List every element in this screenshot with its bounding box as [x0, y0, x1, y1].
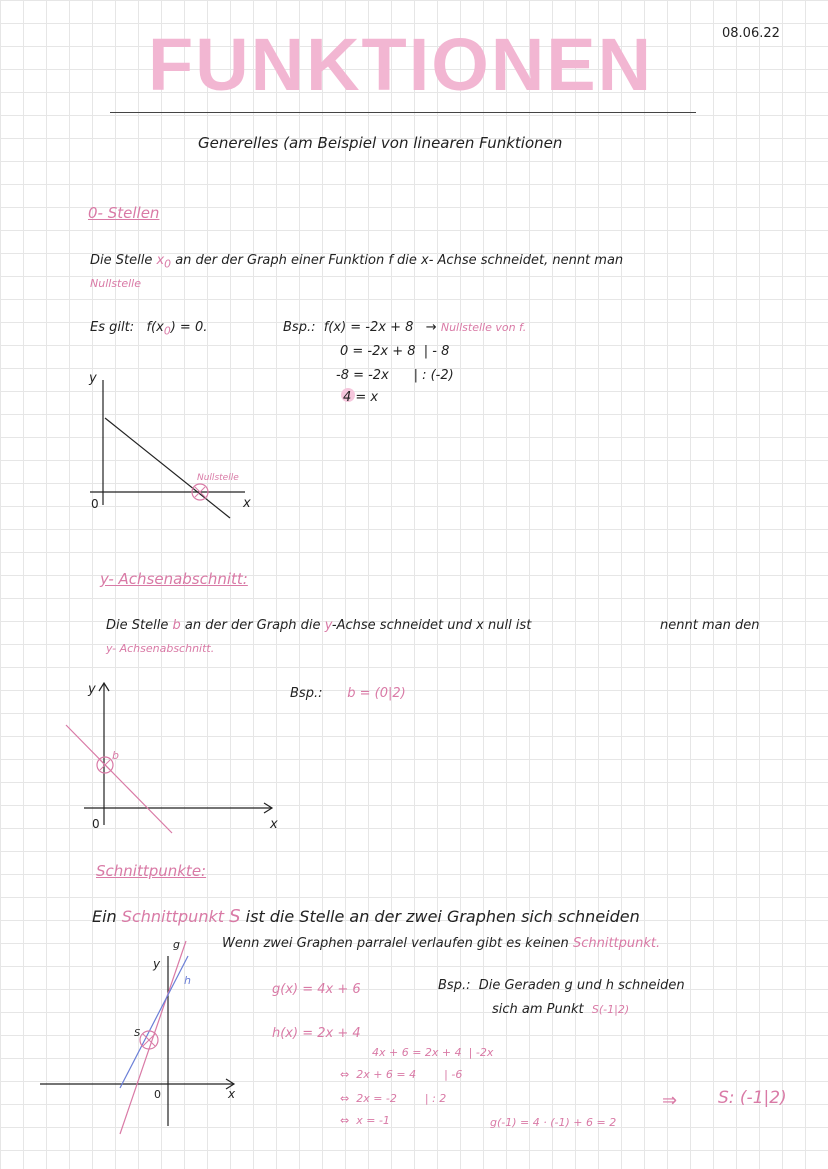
- rule-start: f(x: [146, 320, 164, 335]
- title-underline: [110, 112, 696, 113]
- x-label: x: [228, 1087, 236, 1101]
- y-label: y: [89, 371, 97, 386]
- s-symbol: S: [229, 906, 241, 927]
- schnittpunkt-example-line2: [492, 1002, 629, 1017]
- step-eq: 4 = x: [343, 390, 379, 405]
- example-text-1: Die Geraden g und h schneiden: [478, 978, 685, 993]
- x0-base: x: [156, 253, 165, 268]
- date: 08.06.22: [722, 26, 780, 41]
- step-eq: 2x + 6 = 4: [356, 1068, 417, 1081]
- b-annotation: b: [112, 749, 119, 762]
- step-op: | -6: [444, 1068, 463, 1081]
- origin-label: 0: [154, 1088, 161, 1101]
- rule-prefix: Es gilt:: [90, 320, 135, 335]
- page-title: FUNKTIONEN: [148, 23, 654, 106]
- example-arrow: →: [425, 320, 437, 335]
- section-heading-nullstellen: [88, 204, 159, 222]
- step-prefix: ⇔: [340, 1092, 350, 1105]
- schnittpunkt-graph: [38, 936, 248, 1136]
- function-line: [66, 725, 172, 833]
- schnittpunkt-definition: [92, 906, 640, 927]
- x-label: x: [243, 496, 251, 511]
- y-achse-definition: [106, 618, 531, 633]
- origin-label: 0: [91, 497, 99, 511]
- def-rest: ist die Stelle an der zwei Graphen sich schneiden: [245, 907, 640, 926]
- section-heading-schnittpunkte: [96, 862, 206, 880]
- rule-sub: 0: [163, 324, 171, 338]
- nullstelle-annotation: Nullstelle: [197, 473, 239, 483]
- example-value: b = (0|2): [347, 686, 406, 701]
- heading-text: 0- Stellen: [88, 204, 160, 222]
- example-label: Bsp.:: [283, 320, 316, 335]
- step-row: [336, 368, 454, 383]
- step-eq: 4x + 6 = 2x + 4: [372, 1046, 462, 1059]
- g-label: g: [173, 938, 180, 951]
- schnittpunkt-example: [438, 978, 685, 993]
- def-prefix: Die Stelle: [90, 253, 153, 268]
- def-end: nennt man den: [660, 618, 760, 633]
- section-heading-y-achse: [100, 570, 248, 588]
- step-eq: 0 = -2x + 8: [340, 344, 416, 359]
- heading-text: y- Achsenabschnitt:: [100, 570, 248, 588]
- result-arrow: ⇒: [662, 1090, 678, 1111]
- y-label: y: [88, 682, 96, 697]
- rule-end: ) = 0.: [170, 320, 208, 335]
- nullstellen-graph: [85, 370, 265, 520]
- s-label: S: [134, 1028, 141, 1039]
- x-label: x: [270, 817, 278, 832]
- example-label: Bsp.:: [290, 686, 323, 701]
- h-line: [120, 956, 188, 1088]
- subtitle: Generelles (am Beispiel von linearen Funktionen: [198, 134, 563, 152]
- nullstellen-example: [283, 320, 526, 335]
- step-eq: -8 = -2x: [336, 368, 389, 383]
- step-eq: 2x = -2: [356, 1092, 397, 1105]
- step-op: | : 2: [424, 1092, 447, 1105]
- def-rest: -Achse schneidet und x null ist: [331, 618, 532, 633]
- h-equation: h(x) = 2x + 4: [272, 1026, 361, 1041]
- step-prefix: ⇔: [340, 1114, 350, 1127]
- example-label: Bsp.:: [438, 978, 471, 993]
- nullstelle-term: Nullstelle: [90, 277, 142, 290]
- def-rest-pre: an der der Graph die: [184, 618, 321, 633]
- nullstellen-definition: [90, 253, 623, 271]
- y-symbol: y: [324, 618, 332, 633]
- y-achse-graph: [62, 675, 292, 835]
- parallel-sentence: Wenn zwei Graphen parralel verlaufen gibt es keinen: [222, 936, 569, 951]
- y-achse-example: [290, 686, 406, 701]
- example-equation: f(x) = -2x + 8: [323, 320, 414, 335]
- step-row: [372, 1046, 493, 1059]
- step-row: [340, 344, 449, 359]
- step-op: | - 8: [423, 344, 450, 359]
- step-row: [340, 1092, 446, 1105]
- function-line: [105, 418, 230, 518]
- step-row: [340, 1068, 462, 1081]
- example-note: Nullstelle von f.: [440, 321, 527, 334]
- parallel-text: [222, 936, 660, 951]
- heading-text: Schnittpunkte:: [96, 862, 207, 880]
- step-row: [343, 390, 378, 405]
- y-label: y: [153, 957, 161, 971]
- h-label: h: [184, 974, 191, 987]
- g-equation: g(x) = 4x + 6: [272, 982, 361, 997]
- def-rest: an der der Graph einer Funktion f die x- Achse schneidet, nennt man: [175, 253, 624, 268]
- step-prefix: ⇔: [340, 1068, 350, 1081]
- result: S: (-1|2): [718, 1088, 787, 1108]
- step-eq: x = -1: [356, 1114, 390, 1127]
- example-point: S(-1|2): [591, 1003, 630, 1016]
- nullstellen-rule: [90, 320, 207, 338]
- b-symbol: b: [172, 618, 181, 633]
- parallel-term: Schnittpunkt.: [572, 936, 661, 951]
- def-prefix: Ein: [92, 907, 117, 926]
- def-prefix: Die Stelle: [106, 618, 169, 633]
- g-check: g(-1) = 4 · (-1) + 6 = 2: [490, 1116, 617, 1129]
- step-row: [340, 1114, 390, 1127]
- example-text-2: sich am Punkt: [492, 1002, 584, 1017]
- y-achse-term: y- Achsenabschnitt.: [106, 642, 215, 655]
- x0-symbol: [156, 253, 172, 271]
- x0-sub: 0: [164, 257, 172, 271]
- step-op: | -2x: [468, 1046, 494, 1059]
- origin-label: 0: [92, 817, 100, 831]
- schnittpunkt-term: Schnittpunkt: [121, 907, 224, 926]
- step-op: | : (-2): [413, 368, 454, 383]
